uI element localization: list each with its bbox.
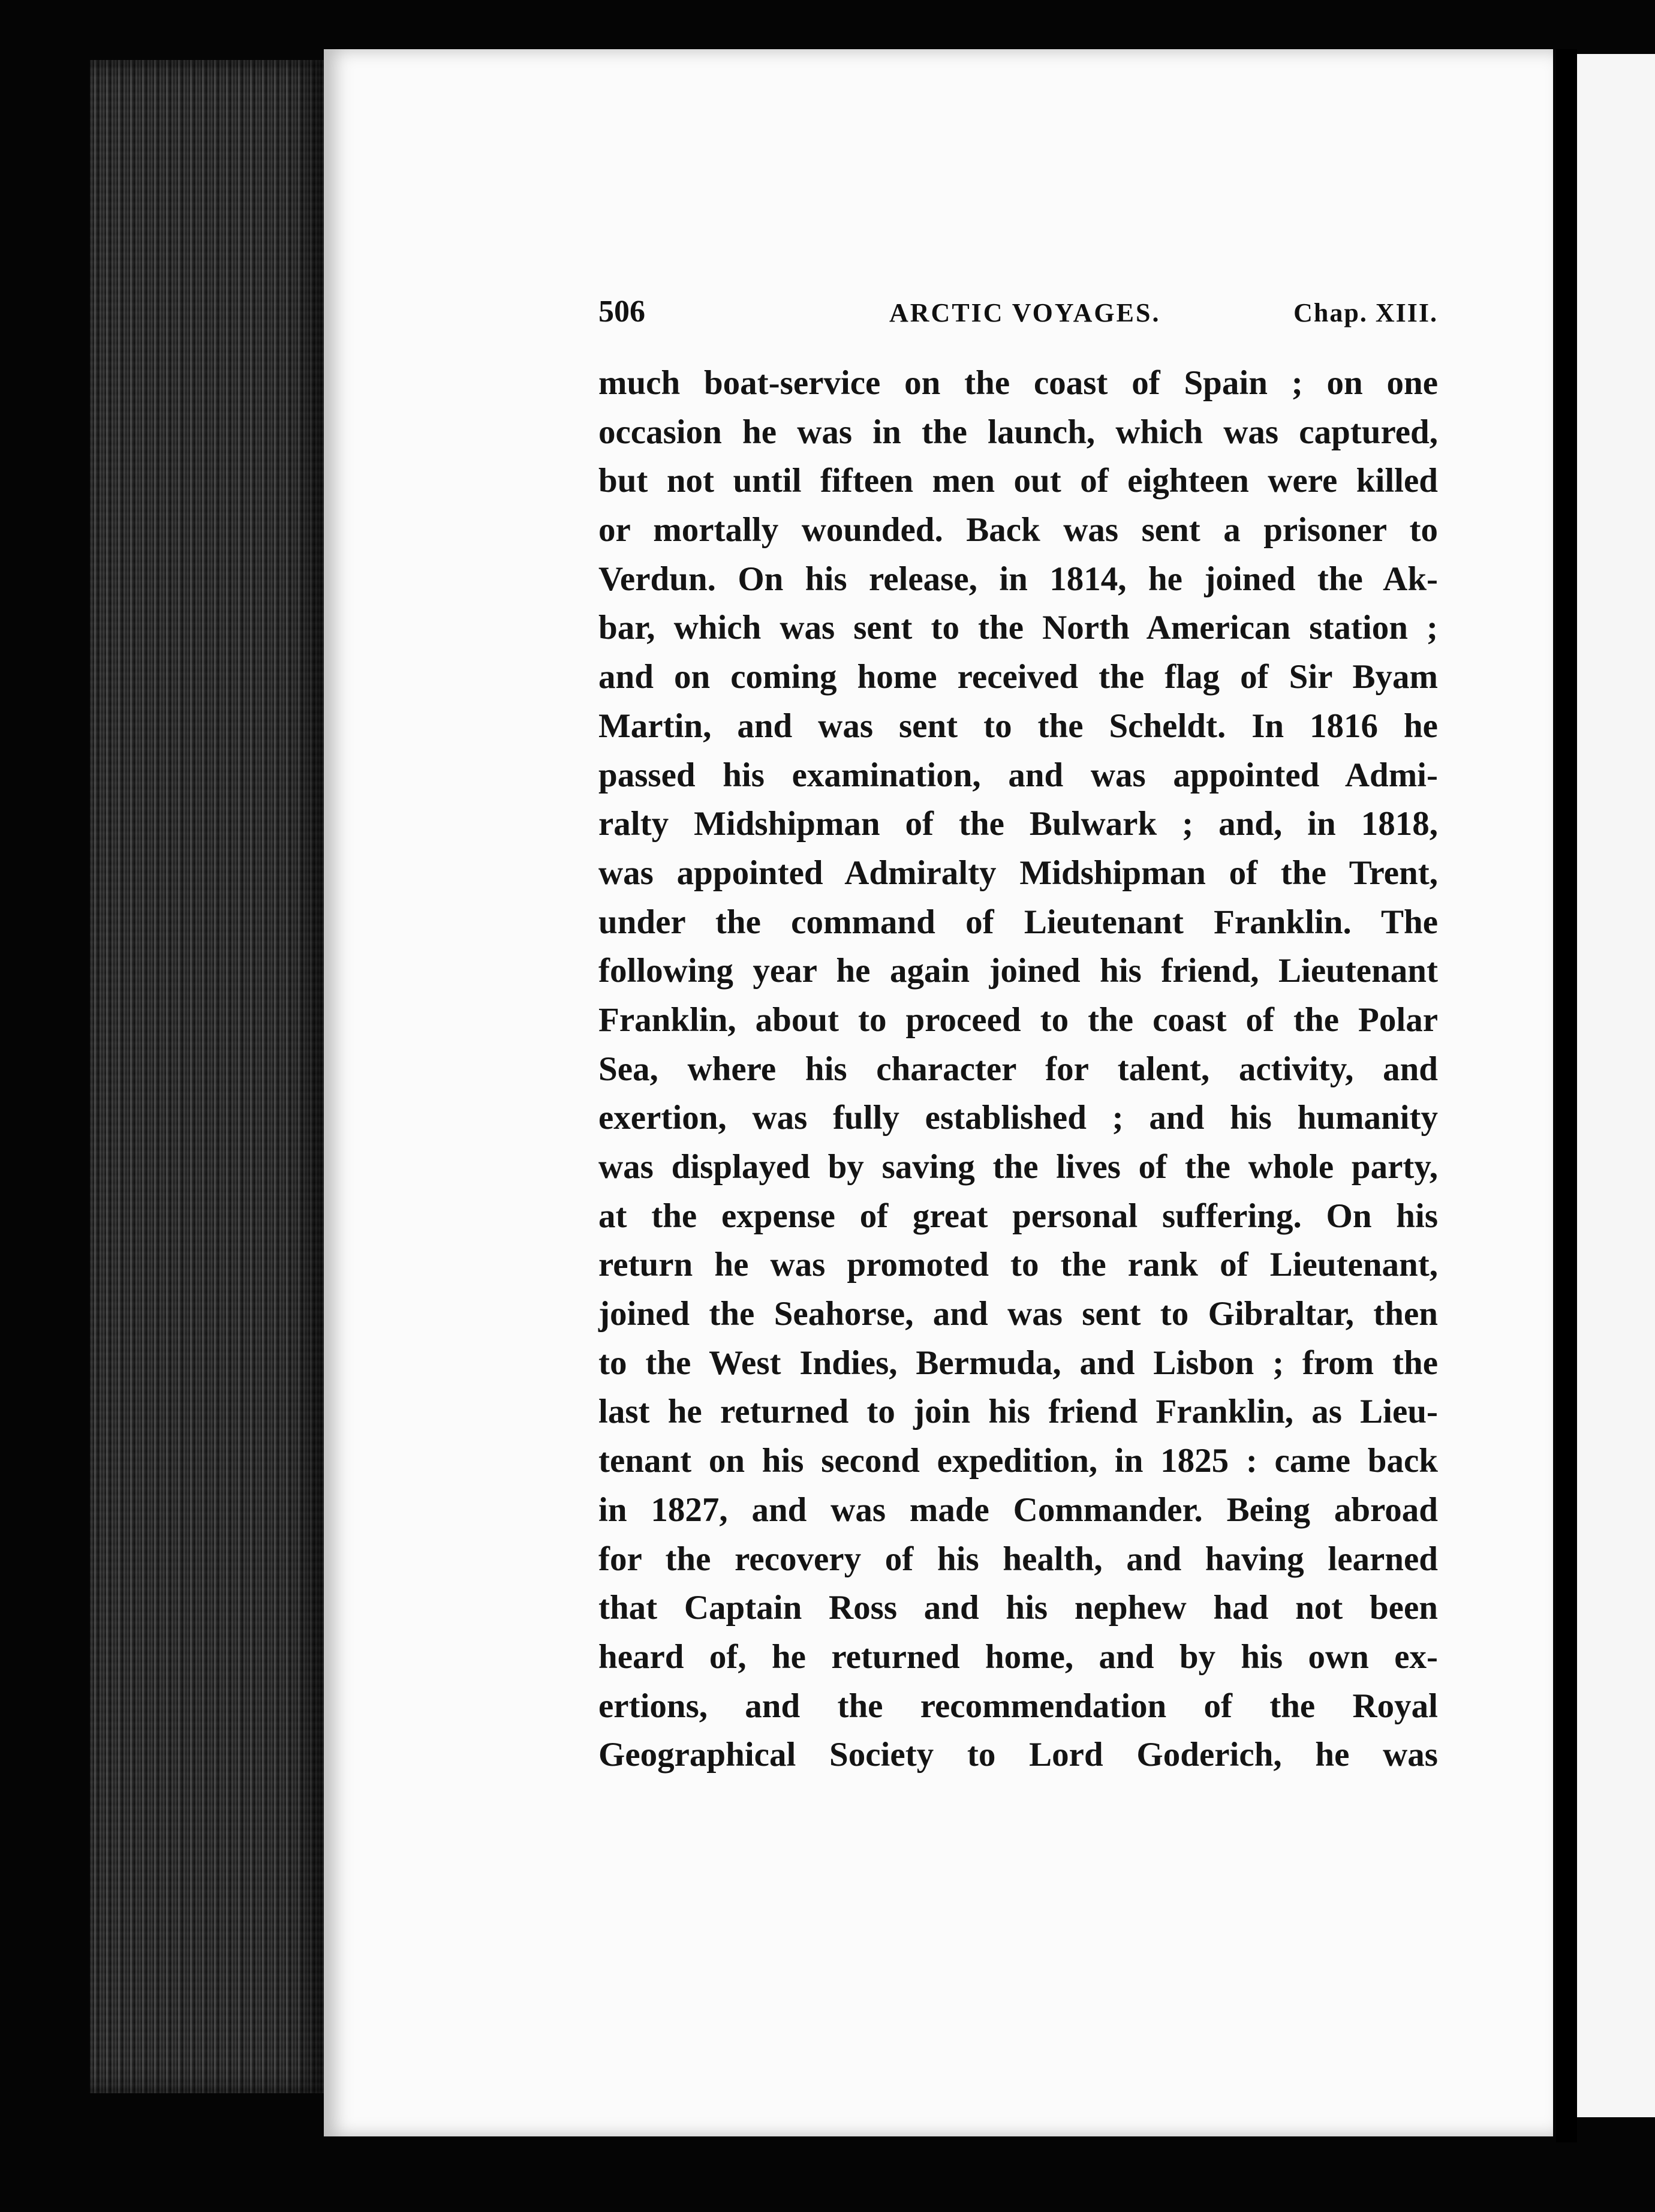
text-line: bar, which was sent to the North American station ; (598, 609, 1438, 647)
text-line: Martin, and was sent to the Scheldt. In 1816 he (598, 707, 1438, 745)
book-page-edges (90, 60, 330, 2093)
chapter-label: Chap. XIII. (1293, 298, 1438, 327)
text-line: to the West Indies, Bermuda, and Lisbon ; from the (598, 1344, 1438, 1382)
text-line: was appointed Admiralty Midshipman of the Trent, (598, 853, 1438, 892)
text-line: and on coming home received the flag of Sir Byam (598, 658, 1438, 696)
running-title: ARCTIC VOYAGES. (889, 298, 1161, 327)
running-header (598, 287, 1438, 335)
facing-page-edge (1577, 54, 1655, 2117)
text-line: for the recovery of his health, and having learned (598, 1540, 1438, 1578)
text-line: Sea, where his character for talent, activity, and (598, 1050, 1438, 1088)
text-line: at the expense of great personal suffering. On his (598, 1197, 1438, 1235)
text-line: or mortally wounded. Back was sent a prisoner to (598, 511, 1438, 549)
text-line: but not until fifteen men out of eighteen were killed (598, 462, 1438, 500)
text-line: occasion he was in the launch, which was captured, (598, 413, 1438, 451)
page-gutter (1556, 49, 1577, 2142)
page-number: 506 (598, 294, 645, 329)
text-line: was displayed by saving the lives of the whole party, (598, 1148, 1438, 1186)
text-line: much boat-service on the coast of Spain ; on one (598, 364, 1438, 402)
text-line: last he returned to join his friend Franklin, as Lieu- (598, 1393, 1438, 1431)
text-line: that Captain Ross and his nephew had not been (598, 1589, 1438, 1627)
body-text (598, 359, 1438, 1780)
text-line: heard of, he returned home, and by his own ex- (598, 1637, 1438, 1676)
text-line: return he was promoted to the rank of Lieutenant, (598, 1246, 1438, 1284)
text-line: Geographical Society to Lord Goderich, he was (598, 1736, 1438, 1774)
text-line: joined the Seahorse, and was sent to Gibraltar, then (598, 1295, 1438, 1333)
text-line: Verdun. On his release, in 1814, he joined the Ak- (598, 560, 1438, 598)
text-line: following year he again joined his friend, Lieutenant (598, 952, 1438, 990)
text-line: in 1827, and was made Commander. Being abroad (598, 1490, 1438, 1529)
text-line: exertion, was fully established ; and his humanity (598, 1099, 1438, 1137)
text-line: tenant on his second expedition, in 1825 : came back (598, 1442, 1438, 1480)
text-line: passed his examination, and was appointed Admi- (598, 756, 1438, 794)
text-line: ertions, and the recommendation of the Royal (598, 1687, 1438, 1725)
text-line: under the command of Lieutenant Franklin. The (598, 903, 1438, 941)
text-line: ralty Midshipman of the Bulwark ; and, in 1818, (598, 805, 1438, 843)
text-line: Franklin, about to proceed to the coast of the Polar (598, 1000, 1438, 1039)
